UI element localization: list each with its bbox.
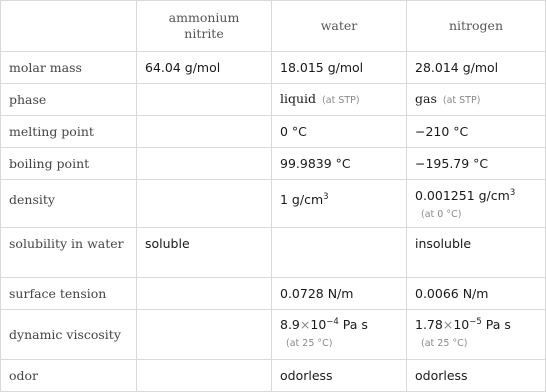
cell-nitrogen-phase [407,84,546,116]
water-phase-note: (at STP) [322,94,360,106]
water-viscosity-unit: Pa s [338,317,368,332]
cell-nitrogen-molar-mass: 28.014 g/mol [407,52,546,84]
water-viscosity-times: × [299,317,311,332]
cell-water-boiling-point: 99.9839 °C [272,148,407,180]
row-label-dynamic-viscosity: dynamic viscosity [1,310,137,360]
column-header-nitrogen: nitrogen [407,1,546,52]
cell-ammonium-nitrite-phase [137,84,272,116]
cell-nitrogen-melting-point: −210 °C [407,116,546,148]
header-empty-cell [1,1,137,52]
row-label-odor: odor [1,360,137,392]
nitrogen-density-value: 0.001251 g/cm [415,188,510,203]
row-label-solubility: solubility in water [1,228,137,278]
cell-nitrogen-density [407,180,546,228]
cell-ammonium-nitrite-boiling-point [137,148,272,180]
nitrogen-viscosity-exponent: −5 [469,317,482,327]
table-row [1,180,546,228]
cell-ammonium-nitrite-dynamic-viscosity [137,310,272,360]
cell-nitrogen-odor: odorless [407,360,546,392]
row-label-molar-mass: molar mass [1,52,137,84]
cell-ammonium-nitrite-molar-mass: 64.04 g/mol [137,52,272,84]
nitrogen-density-note: (at 0 °C) [421,209,462,220]
nitrogen-phase-value: gas [415,90,437,106]
row-label-melting-point: melting point [1,116,137,148]
water-phase-value: liquid [280,90,317,106]
cell-water-density [272,180,407,228]
nitrogen-viscosity-note: (at 25 °C) [421,338,468,349]
nitrogen-phase-note: (at STP) [442,94,481,106]
water-density-exponent: 3 [323,192,329,202]
water-viscosity-mantissa: 8.9 [280,317,300,332]
cell-nitrogen-surface-tension: 0.0066 N/m [407,278,546,310]
cell-water-melting-point: 0 °C [272,116,407,148]
table-row [1,360,546,392]
cell-ammonium-nitrite-density [137,180,272,228]
cell-ammonium-nitrite-solubility: soluble [137,228,272,278]
cell-water-odor: odorless [272,360,407,392]
row-label-phase: phase [1,84,137,116]
cell-ammonium-nitrite-surface-tension [137,278,272,310]
cell-ammonium-nitrite-odor [137,360,272,392]
cell-nitrogen-solubility: insoluble [407,228,546,278]
water-viscosity-exponent: −4 [326,317,339,327]
cell-water-solubility [272,228,407,278]
cell-water-dynamic-viscosity [272,310,407,360]
table-row [1,52,546,84]
table-row [1,116,546,148]
nitrogen-viscosity-mantissa: 1.78 [415,317,443,332]
water-viscosity-base: 10 [310,317,327,332]
cell-ammonium-nitrite-melting-point [137,116,272,148]
table-row [1,148,546,180]
nitrogen-density-exponent: 3 [509,188,516,198]
row-label-density: density [1,180,137,228]
table-row [1,228,546,278]
nitrogen-viscosity-unit: Pa s [481,317,511,332]
cell-water-surface-tension: 0.0728 N/m [272,278,407,310]
cell-nitrogen-dynamic-viscosity [407,310,546,360]
nitrogen-viscosity-times: × [442,317,454,332]
row-label-surface-tension: surface tension [1,278,137,310]
table-row [1,84,546,116]
header-row [1,1,546,52]
row-label-boiling-point: boiling point [1,148,137,180]
water-density-value: 1 g/cm [280,192,324,207]
table-row [1,310,546,360]
cell-water-molar-mass: 18.015 g/mol [272,52,407,84]
cell-water-phase [272,84,407,116]
cell-nitrogen-boiling-point: −195.79 °C [407,148,546,180]
table-row [1,278,546,310]
column-header-water: water [272,1,407,52]
nitrogen-viscosity-base: 10 [453,317,470,332]
column-header-ammonium-nitrite: ammonium nitrite [137,1,272,52]
water-viscosity-note: (at 25 °C) [286,338,333,349]
